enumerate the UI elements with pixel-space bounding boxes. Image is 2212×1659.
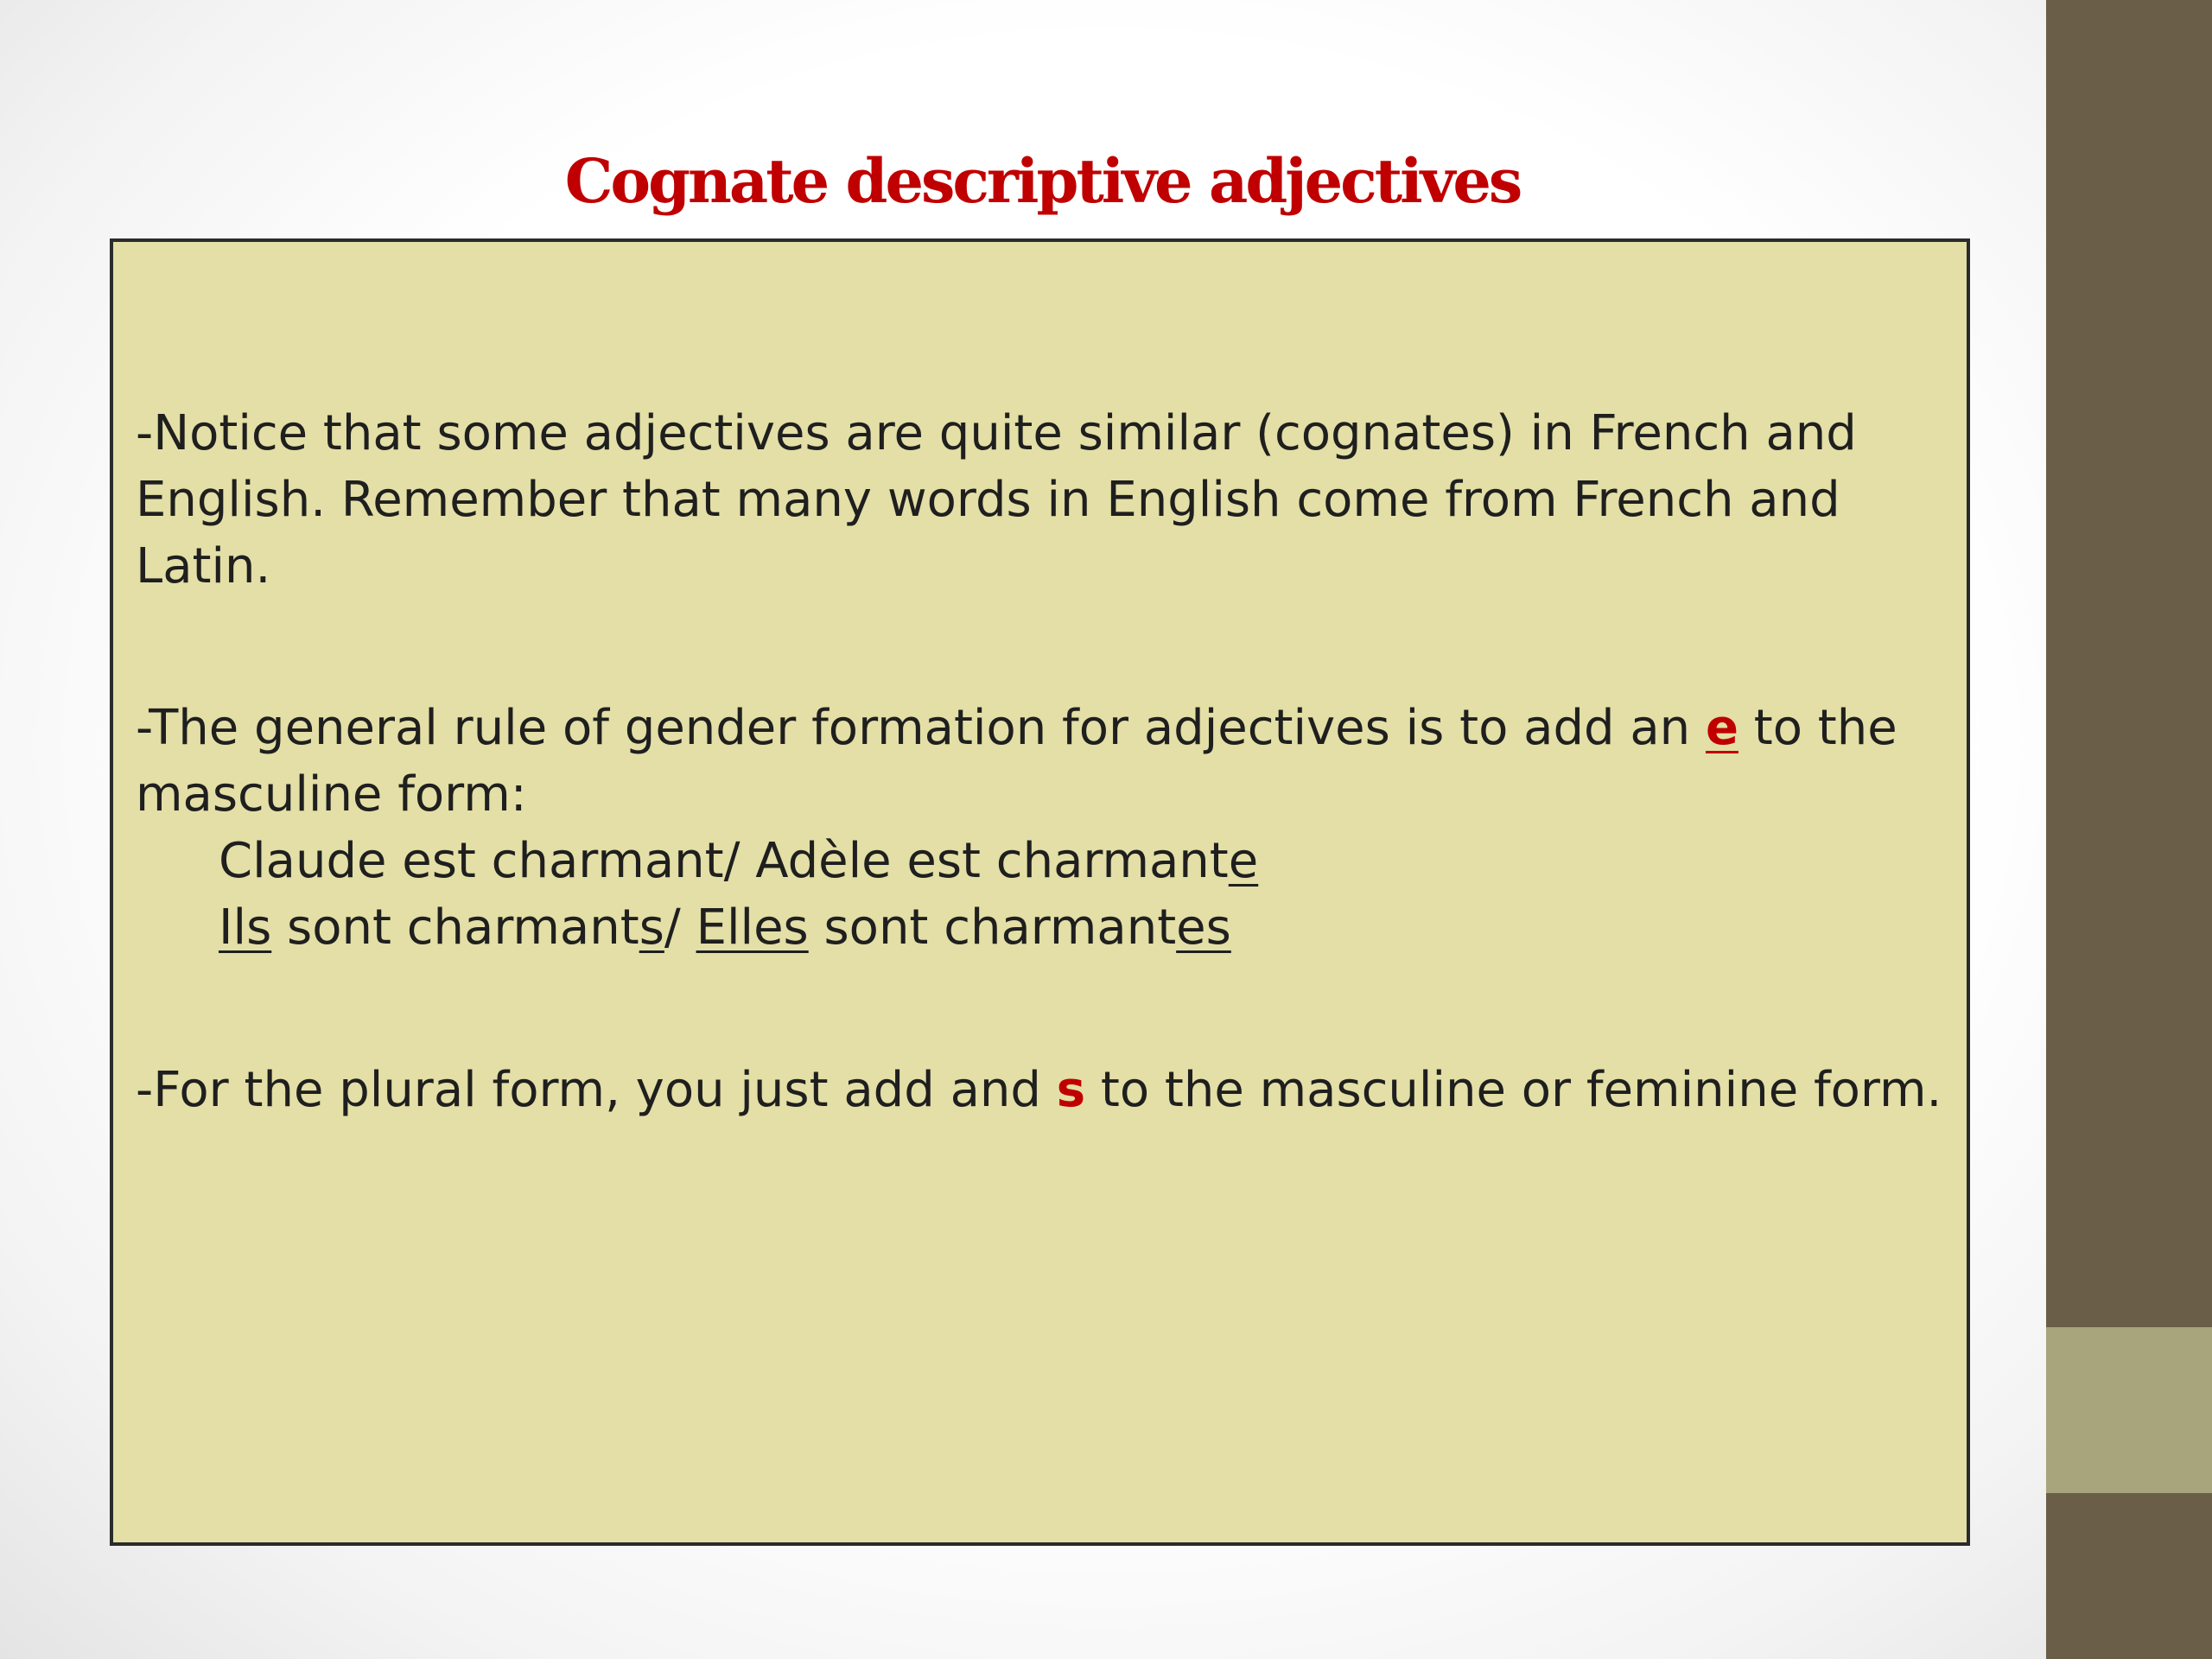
example2-mid-masculine: sont charmant (271, 899, 639, 956)
example-line-singular (136, 828, 1950, 894)
plural-text-after: to the masculine or feminine form. (1085, 1062, 1942, 1118)
rule-text-after: to the masculine form: (136, 700, 1897, 823)
example2-ending-masculine: s (639, 899, 664, 956)
plural-text-before: -For the plural form, you just add and (136, 1062, 1057, 1118)
example2-subject-masculine: Ils (219, 899, 272, 956)
highlight-e: e (1705, 700, 1738, 756)
sidebar-accent-block (2046, 1327, 2212, 1493)
rule-text-before: -The general rule of gender formation for adjectives is to add an (136, 700, 1706, 756)
paragraph-plural-rule (136, 1057, 1950, 1123)
slide-title: Cognate descriptive adjectives (564, 145, 1521, 217)
paragraph-cognates: -Notice that some adjectives are quite similar (cognates) in French and English. Remember that many words in English come from French and Latin. (136, 405, 1857, 594)
highlight-s: s (1056, 1062, 1086, 1118)
example2-mid-feminine: sont charmant (808, 899, 1177, 956)
example2-separator: / (664, 899, 696, 956)
content-box (110, 238, 1970, 1546)
example-line-plural (136, 894, 1950, 961)
paragraph-gender-rule (136, 695, 1950, 961)
example2-ending-feminine: es (1176, 899, 1231, 956)
example2-subject-feminine: Elles (696, 899, 809, 956)
example1-text: Claude est charmant/ Adèle est charmant (219, 833, 1229, 889)
example1-ending: e (1228, 833, 1259, 889)
